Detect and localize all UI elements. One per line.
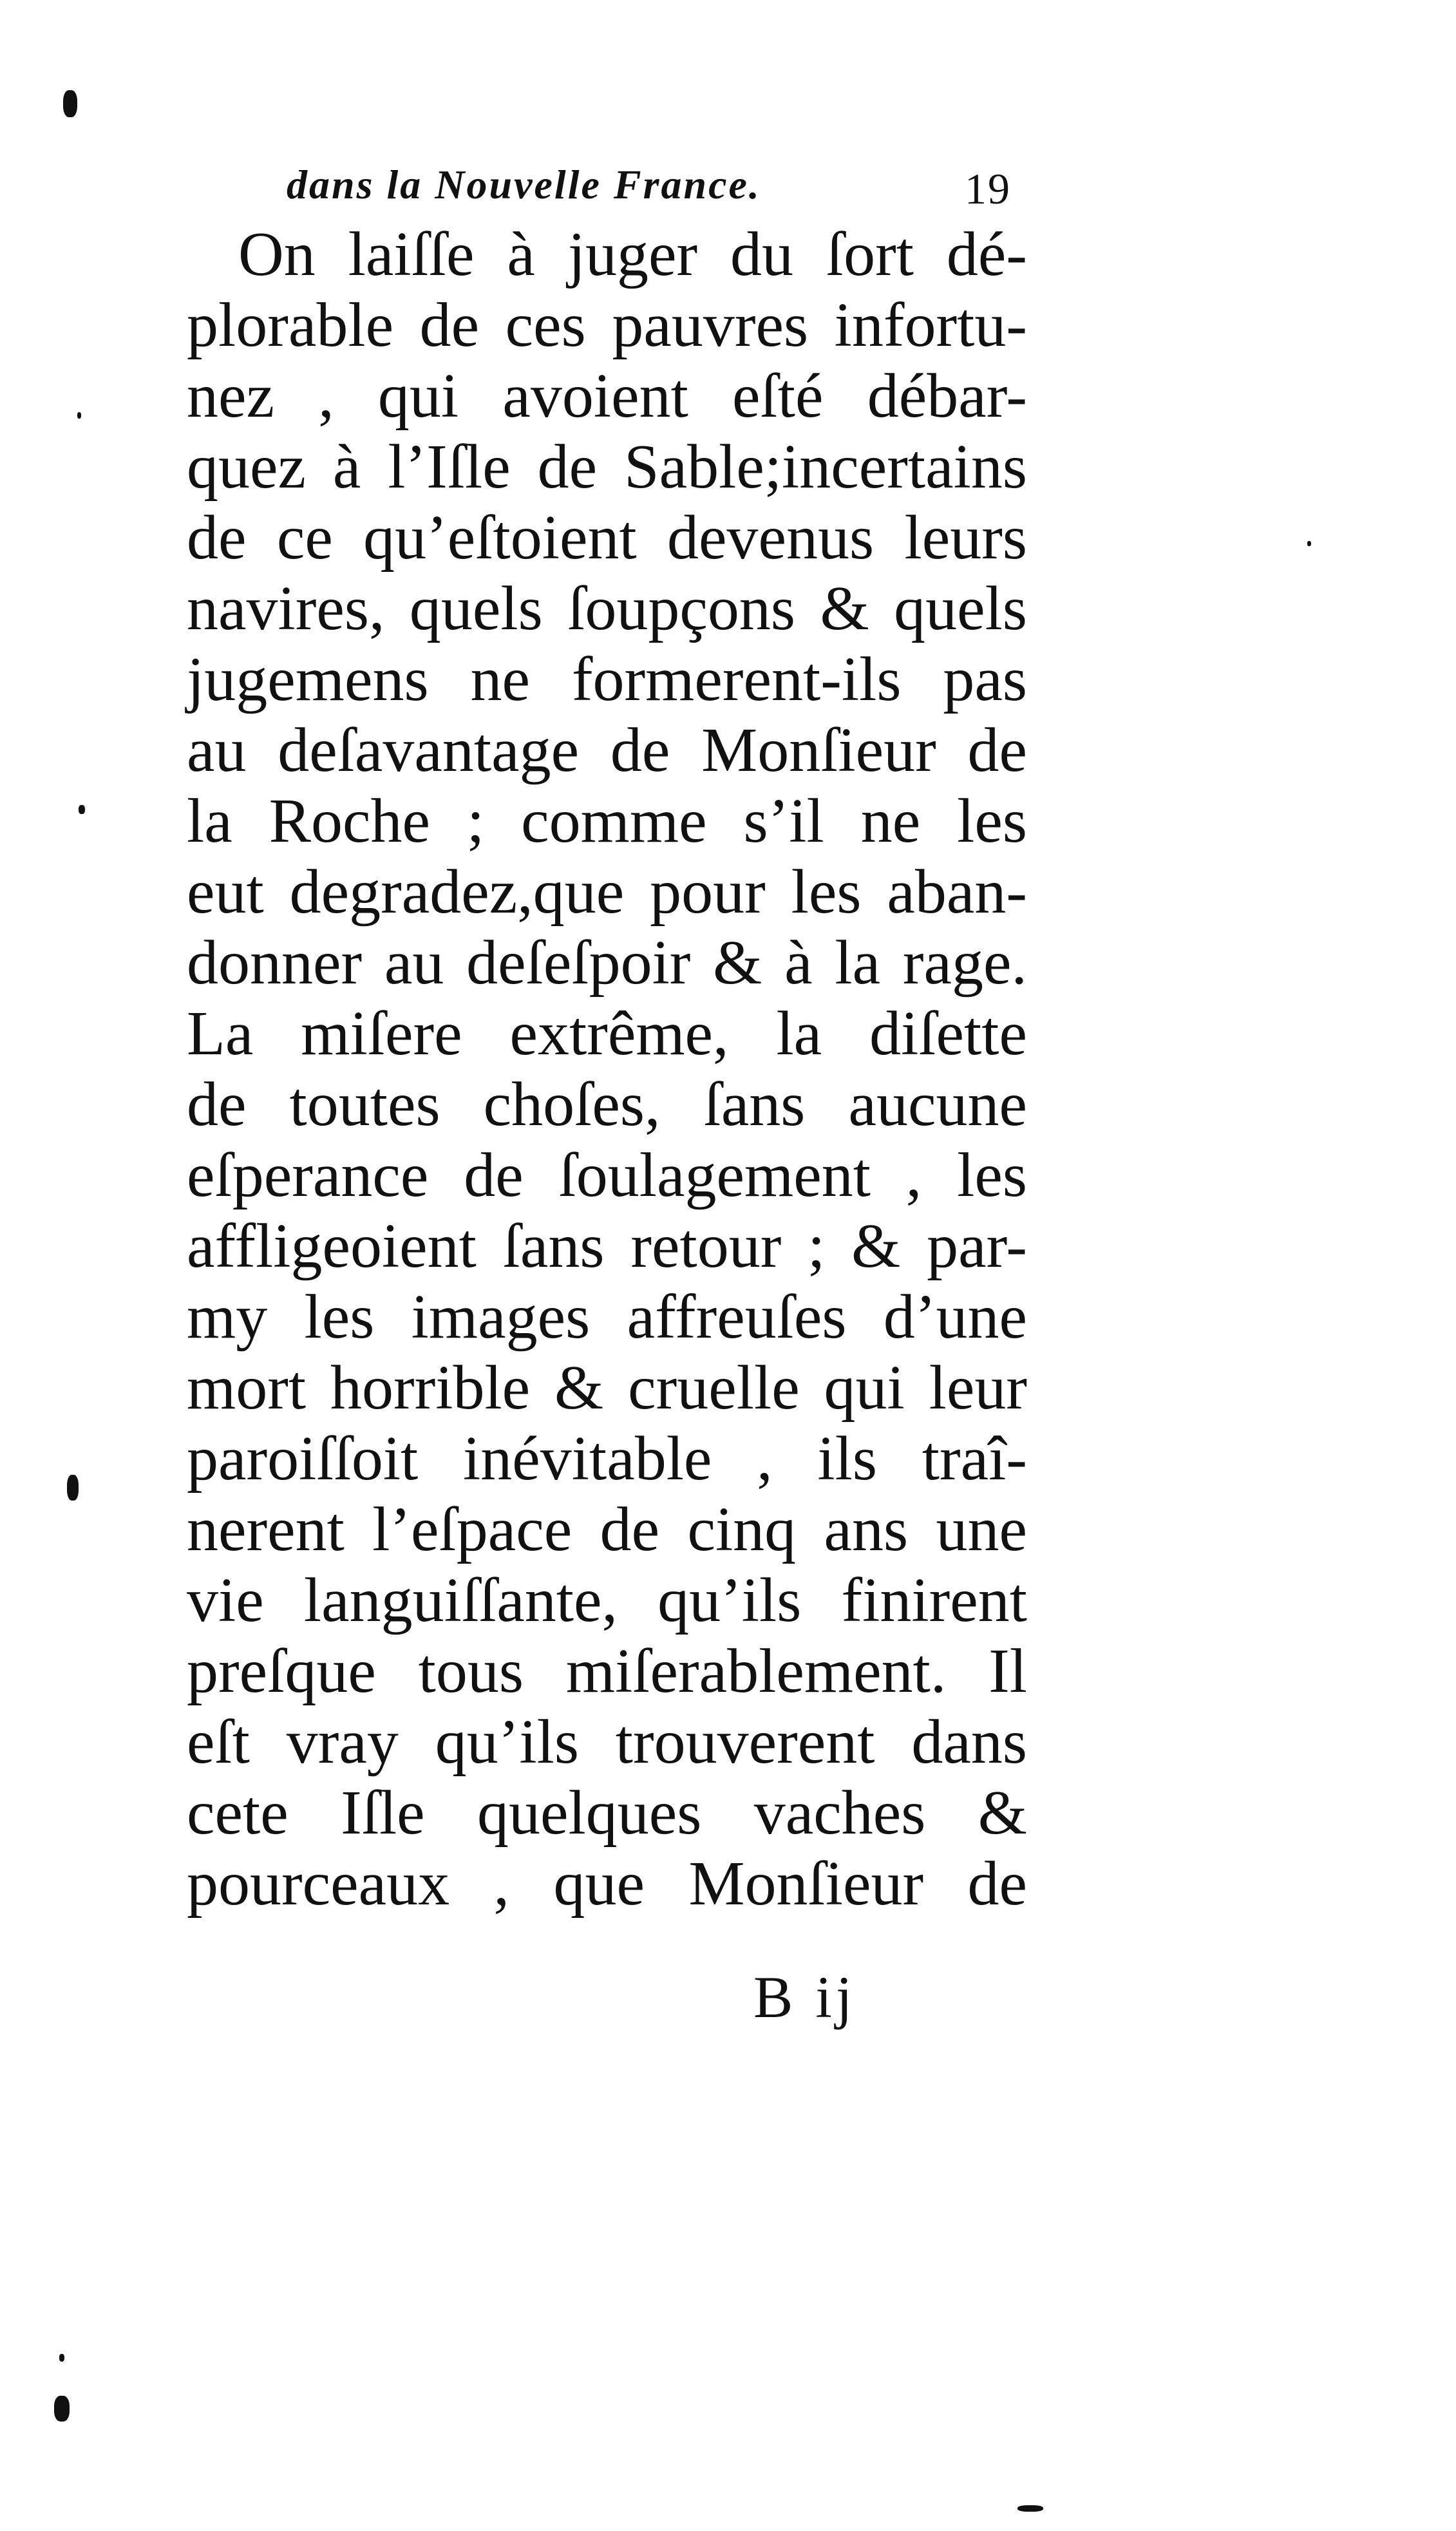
text-line: la Roche ; comme s’il ne les — [187, 786, 1027, 856]
ink-speck — [1307, 541, 1311, 546]
text-line: cete Iſle quelques vaches & — [187, 1778, 1027, 1848]
text-line: affligeoient ſans retour ; & par- — [187, 1211, 1027, 1281]
text-line: nez , qui avoient eſté débar- — [187, 361, 1027, 431]
text-line: mort horrible & cruelle qui leur — [187, 1353, 1027, 1423]
ink-speck — [79, 805, 85, 814]
text-line: On laiſſe à juger du ſort dé- — [238, 220, 1027, 289]
text-line: au deſavantage de Monſieur de — [187, 716, 1027, 785]
body-text — [187, 219, 1027, 1919]
text-line: nerent l’eſpace de cinq ans une — [187, 1495, 1027, 1564]
text-line: de toutes choſes, ſans aucune — [187, 1070, 1027, 1139]
text-line: jugemens ne formerent-ils pas — [187, 645, 1027, 714]
signature-mark: B ij — [753, 1964, 856, 2030]
running-head-title: dans la Nouvelle France. — [287, 162, 761, 207]
text-line: pourceaux , que Monſieur de — [187, 1849, 1027, 1919]
text-line: eſperance de ſoulagement , les — [187, 1141, 1027, 1210]
text-line: navires, quels ſoupçons & quels — [187, 574, 1027, 643]
ink-speck — [1017, 2505, 1043, 2512]
text-line: donner au deſeſpoir & à la rage. — [187, 928, 1027, 998]
ink-speck — [59, 2354, 64, 2362]
text-line: vie languiſſante, qu’ils finirent — [187, 1566, 1027, 1635]
text-line: La miſere extrême, la diſette — [187, 999, 1027, 1068]
ink-speck — [77, 412, 81, 419]
running-head — [287, 155, 1011, 225]
text-line: my les images affreuſes d’une — [187, 1282, 1027, 1352]
ink-speck — [63, 90, 77, 117]
page-number: 19 — [965, 164, 1011, 213]
ink-speck — [54, 2396, 70, 2422]
text-line: preſque tous miſerablement. Il — [187, 1636, 1027, 1706]
ink-speck — [67, 1475, 79, 1501]
text-line: de ce qu’eſtoient devenus leurs — [187, 503, 1027, 573]
text-line: paroiſſoit inévitable , ils traî- — [187, 1424, 1027, 1493]
text-line: plorable de ces pauvres infortu- — [187, 290, 1027, 360]
text-line: eut degradez,que pour les aban- — [187, 857, 1027, 927]
text-line: eſt vray qu’ils trouverent dans — [187, 1707, 1027, 1777]
text-line: quez à l’Iſle de Sable;incertains — [187, 432, 1027, 502]
